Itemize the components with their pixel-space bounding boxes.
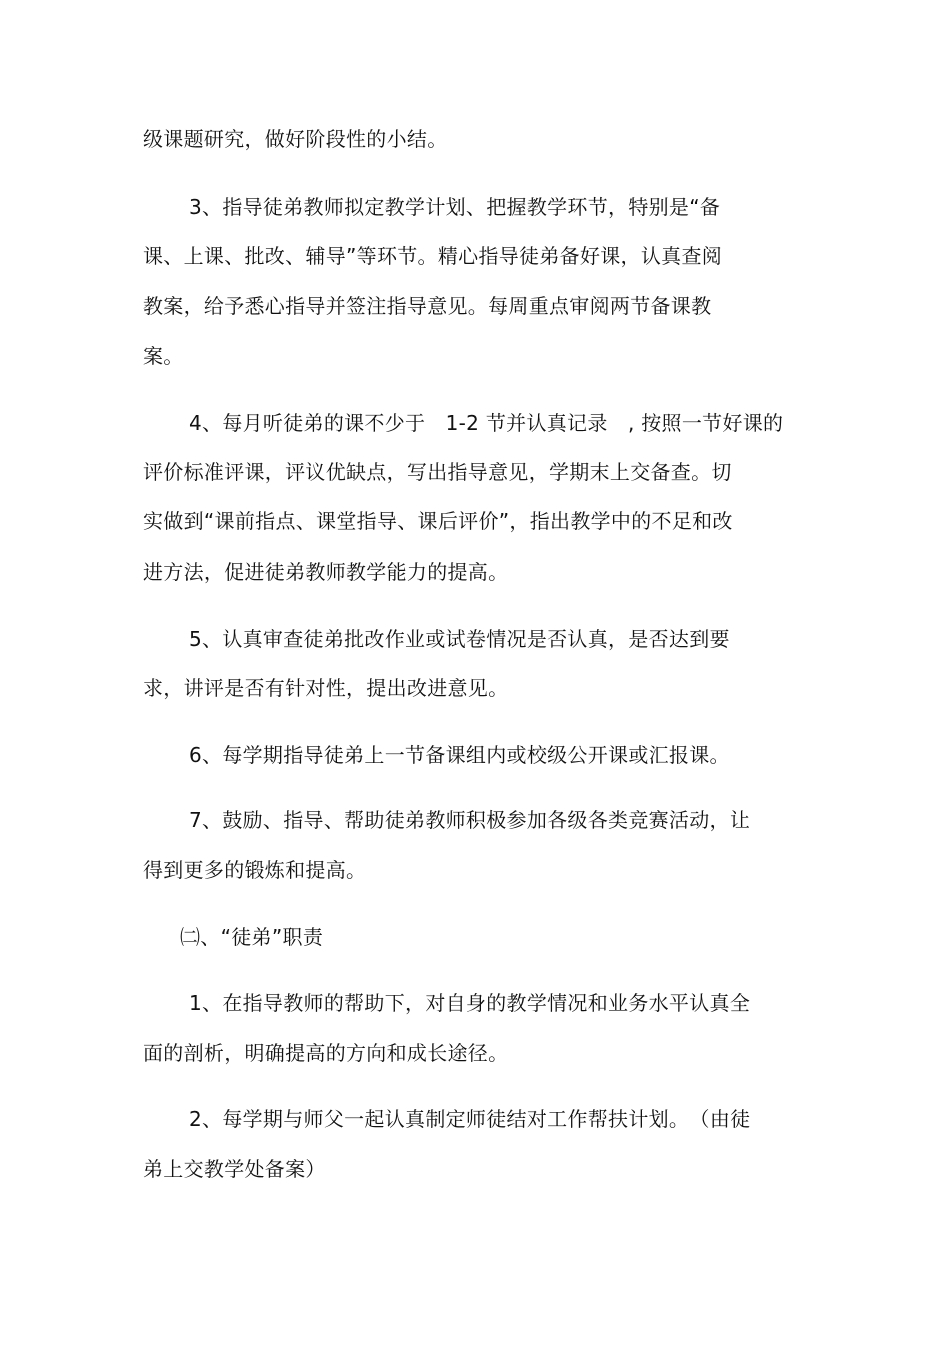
text-line-11: 求，讲评是否有针对性，提出改进意见。 xyxy=(143,676,509,700)
text-line-14: 得到更多的锻炼和提高。 xyxy=(143,858,367,882)
text-line-7: 评价标准评课，评议优缺点，写出指导意见，学期末上交备查。切 xyxy=(143,460,732,484)
text-line-9: 进方法，促进徒弟教师教学能力的提高。 xyxy=(143,560,509,584)
text-line-13: 7、鼓励、指导、帮助徒弟教师积极参加各级各类竞赛活动，让 xyxy=(189,808,751,832)
text-line-3: 课、上课、批改、辅导”等环节。精心指导徒弟备好课，认真查阅 xyxy=(143,244,723,268)
text-line-5: 案。 xyxy=(143,344,184,368)
text-line-10: 5、认真审查徒弟批改作业或试卷情况是否认真，是否达到要 xyxy=(189,627,730,651)
text-line-16: 1、在指导教师的帮助下，对自身的教学情况和业务水平认真全 xyxy=(189,991,751,1015)
text-line-2: 3、指导徒弟教师拟定教学计划、把握教学环节，特别是“备 xyxy=(189,195,721,219)
section-heading: ㈡、“徒弟”职责 xyxy=(180,925,324,949)
text-line-17: 面的剖析，明确提高的方向和成长途径。 xyxy=(143,1041,509,1065)
text-line-12: 6、每学期指导徒弟上一节备课组内或校级公开课或汇报课。 xyxy=(189,743,730,767)
text-line-6: 4、每月听徒弟的课不少于 1-2 节并认真记录 , 按照一节好课的 xyxy=(189,411,784,435)
text-line-8: 实做到“课前指点、课堂指导、课后评价”，指出教学中的不足和改 xyxy=(143,509,733,533)
text-line-1: 级课题研究，做好阶段性的小结。 xyxy=(143,127,448,151)
text-line-19: 弟上交教学处备案） xyxy=(143,1157,326,1181)
text-line-4: 教案，给予悉心指导并签注指导意见。每周重点审阅两节备课教 xyxy=(143,294,712,318)
text-line-18: 2、每学期与师父一起认真制定师徒结对工作帮扶计划。 （由徒 xyxy=(189,1107,751,1131)
